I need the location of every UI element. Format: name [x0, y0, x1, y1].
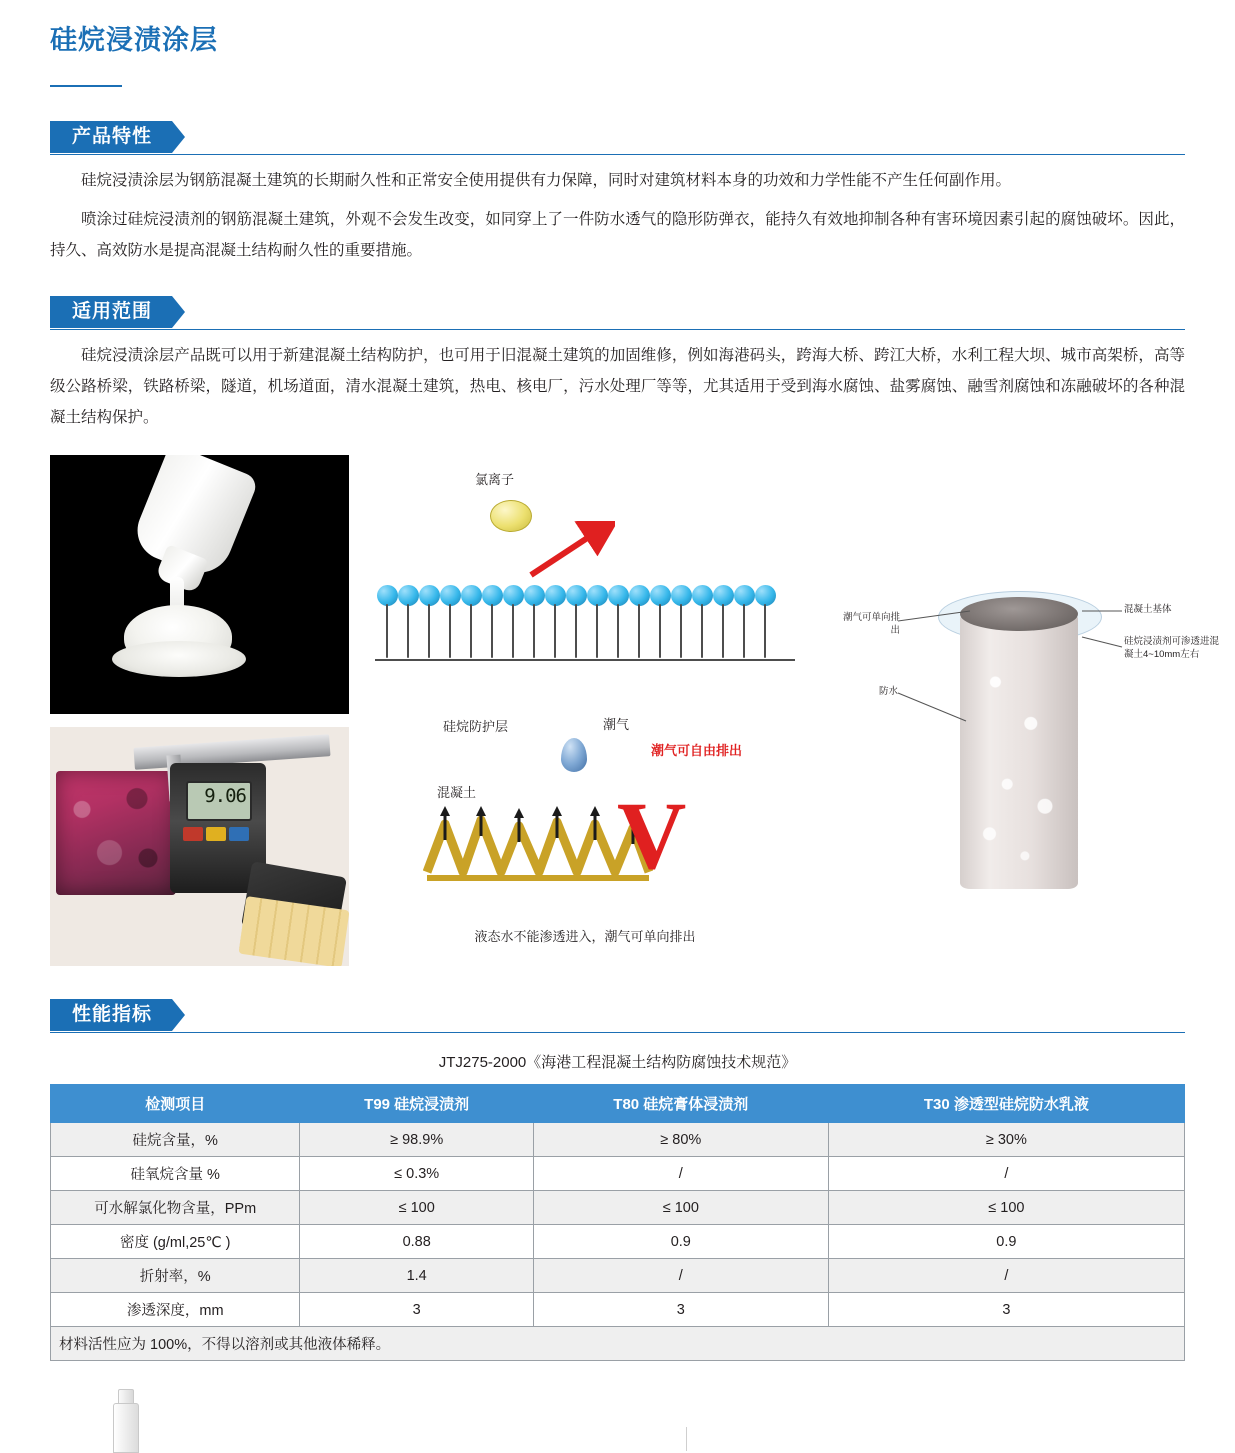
table-cell: 0.88	[300, 1225, 533, 1259]
paragraph-features-1: 硅烷浸渍涂层为钢筋混凝土建筑的长期耐久性和正常安全使用提供有力保障，同时对建筑材料本身的功效和力学性能不产生任何副作用。	[81, 172, 1012, 189]
table-header-cell: 检测项目	[51, 1085, 300, 1123]
section-tag-label: 产品特性	[50, 121, 172, 153]
table-cell: 3	[533, 1293, 828, 1327]
table-cell: 3	[828, 1293, 1184, 1327]
caliper-button-blue	[229, 827, 249, 841]
label-chloride-ion: 氯离子	[475, 472, 515, 487]
page-title: 硅烷浸渍涂层	[50, 25, 218, 55]
table-header-cell: T80 硅烷膏体浸渍剂	[533, 1085, 828, 1123]
label-concrete: 混凝土	[437, 785, 477, 800]
label-waterproof: 防水	[878, 686, 898, 697]
table-header-row	[51, 1085, 1185, 1123]
paragraph-scope-1: 硅烷浸渍涂层产品既可以用于新建混凝土结构防护，也可用于旧混凝土建筑的加固维修，例如海港码头，跨海大桥、跨江大桥，水利工程大坝、城市高架桥，高等级公路桥梁，铁路桥梁，隧道，机场道面，清水混凝土建筑，热电、核电厂，污水处理厂等等，尤其适用于受到海水腐蚀、盐雾腐蚀、融雪剂腐蚀和冻融破坏的各种混凝土结构保护。	[50, 347, 1185, 426]
table-cell: ≤ 100	[533, 1191, 828, 1225]
caliper-button-yellow	[206, 827, 226, 841]
table-cell: 1.4	[300, 1259, 533, 1293]
table-footnote: 材料活性应为 100%，不得以溶剂或其他液体稀释。	[51, 1327, 1185, 1361]
table-cell: ≥ 98.9%	[300, 1123, 533, 1157]
label-moisture-escape: 潮气可自由排出	[651, 743, 743, 758]
diagram-protective-layer	[375, 710, 795, 965]
caliper-display: 9.06	[186, 781, 252, 821]
table-header-cell: T99 硅烷浸渍剂	[300, 1085, 533, 1123]
concrete-sample-shape	[56, 771, 176, 895]
table-cell: 可水解氯化物含量，PPm	[51, 1191, 300, 1225]
section-rule	[50, 1032, 1185, 1033]
label-concrete-substrate: 混凝土基体	[1124, 604, 1172, 615]
table-row	[51, 1157, 1185, 1191]
table-cell: /	[828, 1259, 1184, 1293]
table-cell: 3	[300, 1293, 533, 1327]
table-row	[51, 1259, 1185, 1293]
water-repel-symbol: V	[617, 782, 687, 889]
table-cell: 密度 (g/ml,25℃ )	[51, 1225, 300, 1259]
section-rule	[50, 154, 1185, 155]
table-row	[51, 1293, 1185, 1327]
moisture-droplet-shape	[561, 738, 587, 772]
table-cell: 0.9	[533, 1225, 828, 1259]
spacer	[50, 266, 1185, 296]
section-header-product-features	[50, 121, 1185, 155]
photo-silane-bottle	[50, 455, 349, 714]
table-header-cell: T30 渗透型硅烷防水乳液	[828, 1085, 1184, 1123]
section-header-performance	[50, 999, 1185, 1033]
table-cell: /	[828, 1157, 1184, 1191]
table-cell: ≥ 30%	[828, 1123, 1184, 1157]
table-row	[51, 1191, 1185, 1225]
photo-caliper-measurement	[50, 727, 349, 966]
table-row	[51, 1123, 1185, 1157]
paragraph-features-2: 喷涂过硅烷浸渍剂的钢筋混凝土建筑，外观不会发生改变，如同穿上了一件防水透气的隐形防弹衣，能持久有效地抑制各种有害环境因素引起的腐蚀破坏。因此，持久、高效防水是提高混凝土结构耐久性的重要措施。	[50, 211, 1185, 259]
layer-diagram-caption: 液态水不能渗透进入，潮气可单向排出	[474, 929, 696, 944]
table-caption: JTJ275-2000《海港工程混凝土结构防腐蚀技术规范》	[438, 1054, 797, 1071]
section-header-application-scope	[50, 296, 1185, 330]
label-penetration-depth: 硅烷浸渍剂可渗透进混凝土4~10mm左右	[1124, 636, 1220, 660]
table-cell: 折射率，%	[51, 1259, 300, 1293]
table-cell: ≤ 0.3%	[300, 1157, 533, 1191]
decorative-divider	[686, 1427, 687, 1451]
section-rule	[50, 329, 1185, 330]
title-underline	[50, 85, 122, 87]
bottle-body-shape	[113, 1403, 139, 1453]
performance-table	[50, 1084, 1185, 1361]
silane-molecule-layer	[375, 585, 795, 677]
table-footnote-row	[51, 1327, 1185, 1361]
liquid-puddle-base-shape	[112, 641, 246, 677]
substrate-line	[375, 659, 795, 661]
label-moisture: 潮气	[603, 717, 630, 732]
caliper-button-red	[183, 827, 203, 841]
table-cell: 硅烷含量，%	[51, 1123, 300, 1157]
decorative-bottle-illustration	[105, 1389, 145, 1451]
section-tag-label: 适用范围	[50, 296, 172, 328]
table-cell: 0.9	[828, 1225, 1184, 1259]
section-tag-label: 性能指标	[50, 999, 172, 1031]
table-cell: 硅氧烷含量 %	[51, 1157, 300, 1191]
repel-arrow-icon	[525, 521, 615, 581]
label-vapor-release: 潮气可单向排出	[842, 612, 900, 636]
diagram-concrete-core	[820, 575, 1235, 965]
table-cell: ≤ 100	[300, 1191, 533, 1225]
figure-gallery	[50, 455, 1220, 965]
table-cell: 渗透深度，mm	[51, 1293, 300, 1327]
table-cell: /	[533, 1157, 828, 1191]
table-cell: ≥ 80%	[533, 1123, 828, 1157]
table-cell: ≤ 100	[828, 1191, 1184, 1225]
label-silane-protective-layer: 硅烷防护层	[443, 719, 509, 734]
table-cell: /	[533, 1259, 828, 1293]
table-row	[51, 1225, 1185, 1259]
diagram-chloride-repellency	[375, 455, 795, 685]
